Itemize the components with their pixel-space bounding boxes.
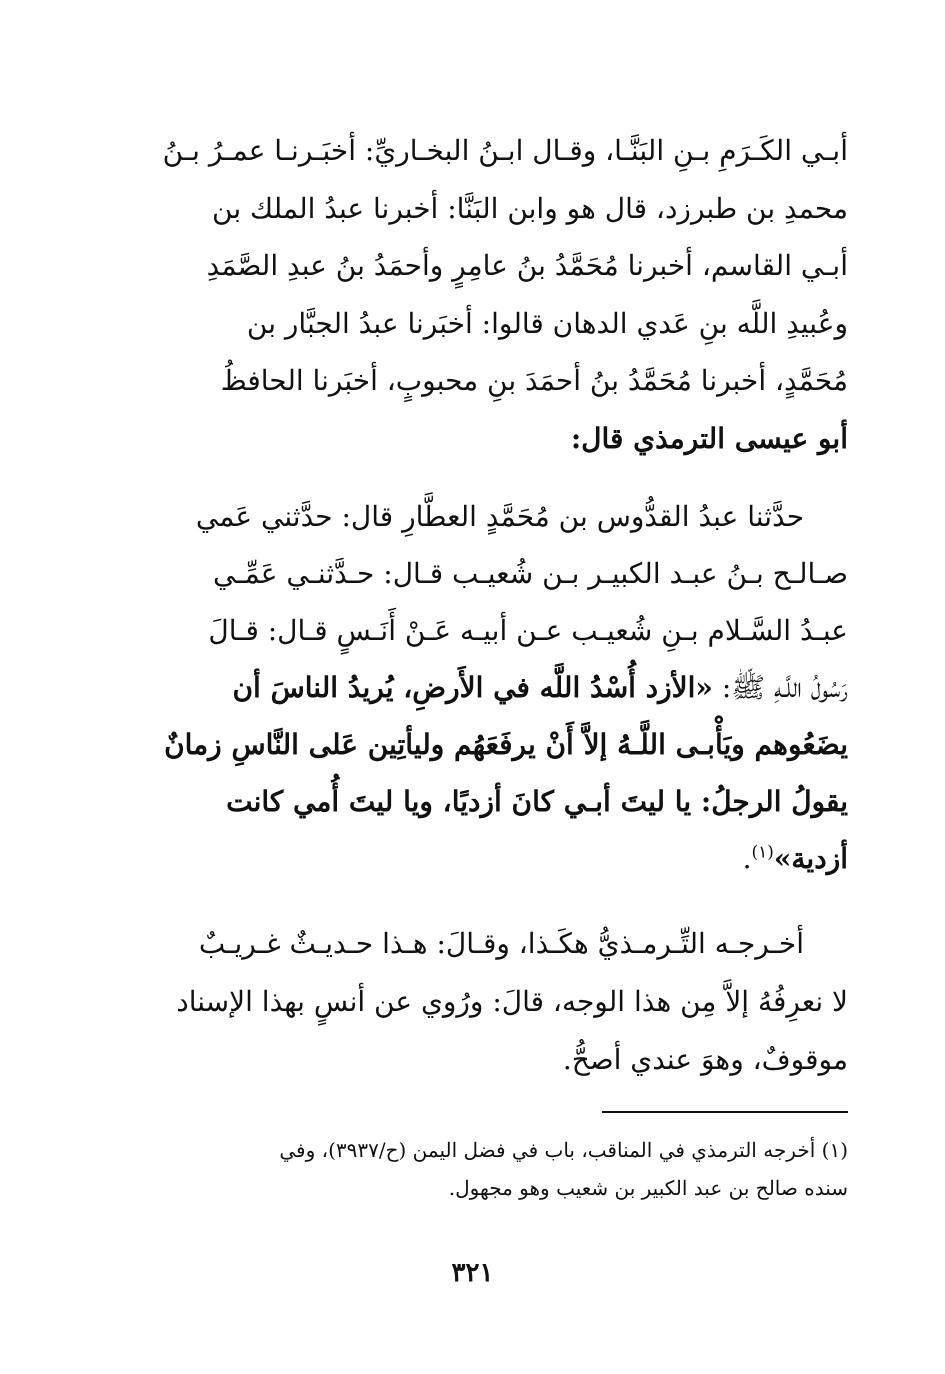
text-line: وعُبيدِ اللَّه بنِ عَدي الدهان قالوا: أخبَرنا عبدُ الجبَّار بن [246,306,848,340]
text-line-last: أبو عيسى الترمذي قال: [570,421,848,455]
prophet-mention: رَسُولُ اللَّـهِ ﷺ: [712,671,848,704]
isnad-paragraph [128,122,848,467]
footnote-marker: (١) [751,842,774,863]
footnote-separator [602,1111,848,1113]
text-line-last: موقوفٌ، وهوَ عندي أصحُّ. [562,1043,848,1076]
text-line: محمدِ بن طبرزد، قال هو وابن البَنَّا: أخبرنا عبدُ الملك بن [212,191,848,225]
text-line: حدَّثنا عبدُ القدُّوس بن مُحَمَّدٍ العطَّارِ قال: حدَّثني عَمي [195,500,804,533]
footnotes [128,1131,848,1207]
hadith-matn-end: أزدية» [773,842,848,875]
full-stop: . [742,842,752,875]
footnote-line: سنده صالح بن عبد الكبير بن شعيب وهو مجهول. [448,1176,848,1200]
text-line: عبـدُ السَّـلام بـنِ شُعيـب عـن أبيـه عَـنْ أَنَـسٍ قـال: قـالَ [208,614,848,647]
page-number: ٣٢١ [451,1258,494,1288]
text-line: مُحَمَّدٍ، أخبرنا مُحَمَّدُ بنُ أحمَدَ بنِ محبوبٍ، أخبَرنا الحافظُ [220,364,848,397]
text-line-last [128,830,848,887]
commentary-paragraph [128,915,848,1089]
text-line: يضَعُوهم ويَأْبـى اللَّـهُ إلاَّ أَنْ يرفَعَهُم وليأتِين عَلى النَّاسِ زمانٌ [164,728,848,761]
hadith-paragraph [128,488,848,887]
text-line: يقولُ الرجلُ: يا ليتَ أبـي كانَ أزديًا، ويا ليتَ أُمي كانت [226,785,848,818]
text-line [128,659,848,716]
text-line: صـالـح بـنُ عبـد الكبيـر بـن شُعيـب قـال: حـدَّثنـي عَمِّـي [213,557,848,590]
text-line: أخـرجـه التِّـرمـذيُّ هكَـذا، وقـالَ: هـذا حـديـثٌ غـريـبٌ [198,927,804,960]
text-line: لا نعرِفُهُ إلاَّ مِن هذا الوجه، قالَ: ورُوي عن أنسٍ بهذا الإسناد [176,985,848,1018]
hadith-matn: «الأزد أُسْدُ اللَّه في الأَرضِ، يُريدُ الناسَ أن [232,671,713,704]
footnote-line: (١) أخرجه الترمذي في المناقب، باب في فضل اليمن (ح/٣٩٣٧)، وفي [279,1138,848,1162]
text-line: أبـي القاسم، أخبرنا مُحَمَّدُ بنُ عامِرٍ وأحمَدُ بنُ عبدِ الصَّمَدِ [206,249,848,282]
text-line: أبـي الكَـرَمِ بـنِ البَنَّـا، وقـال ابـنُ البخـاريِّ: أخبَـرنـا عمـرُ بـنُ [162,134,848,167]
